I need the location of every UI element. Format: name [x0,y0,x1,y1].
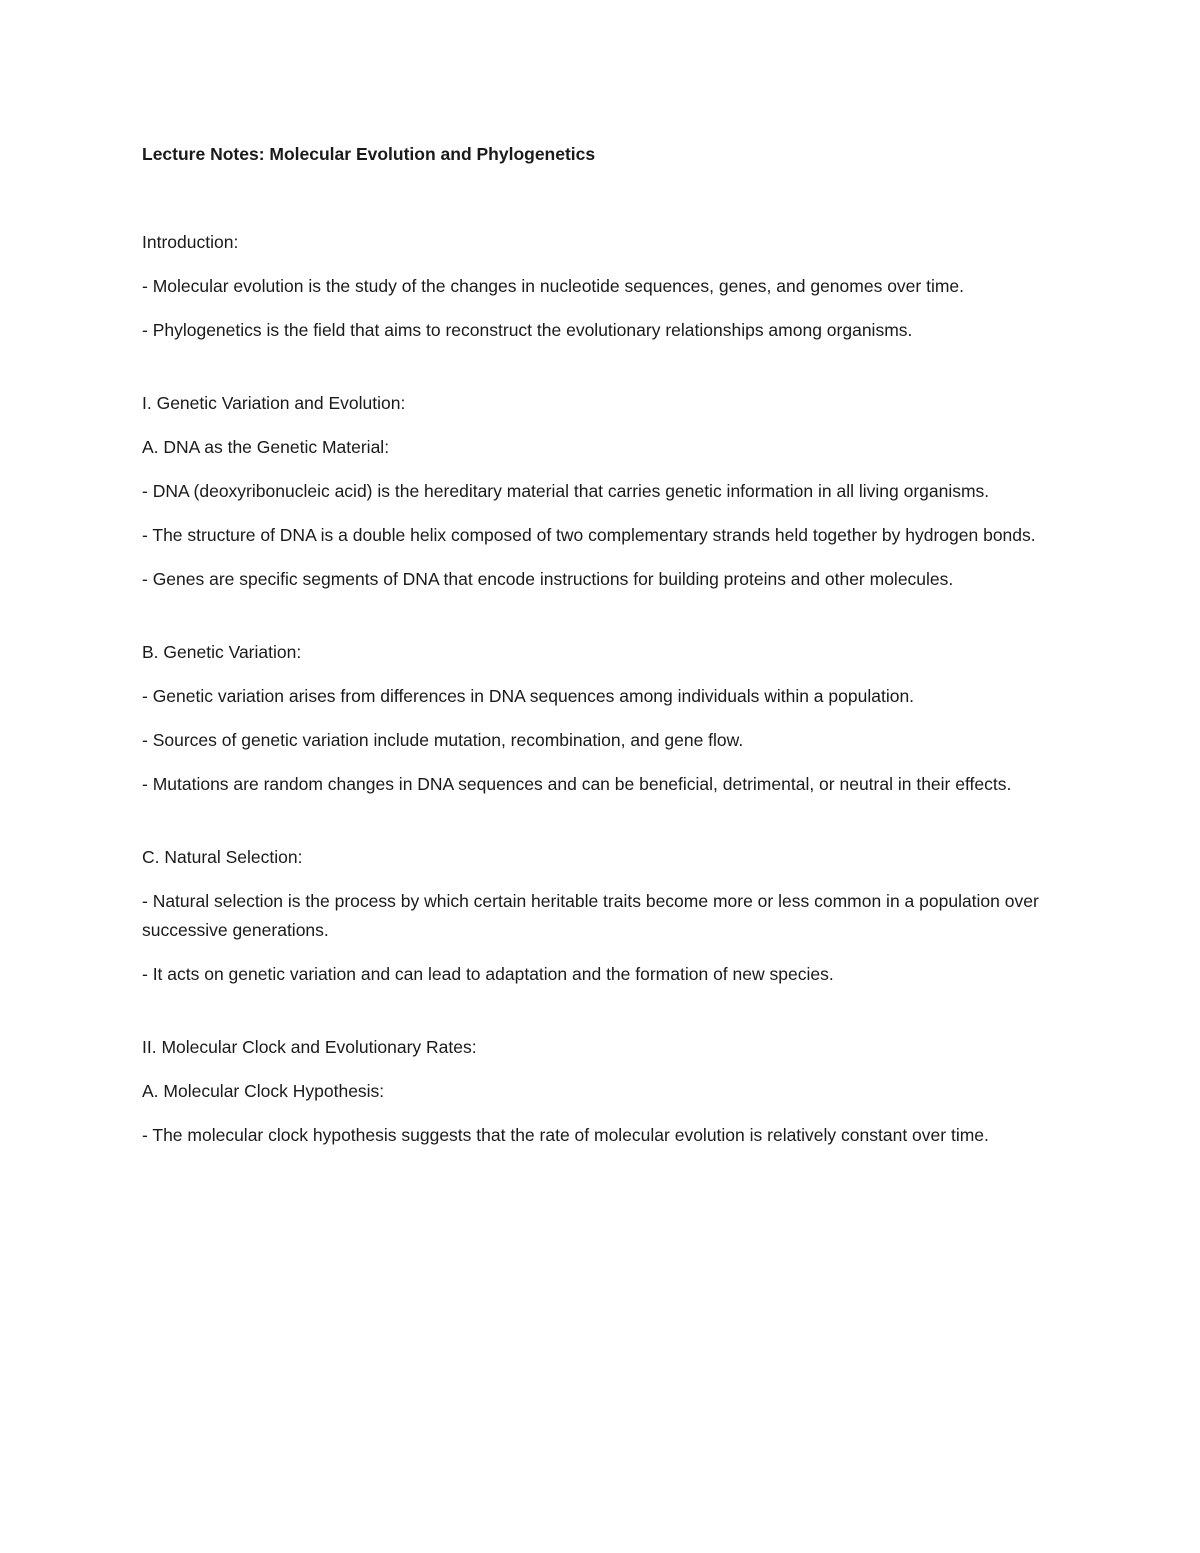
intro-point: - Molecular evolution is the study of the changes in nucleotide sequences, genes, and genomes over time. [142,276,965,296]
section-1c-heading: C. Natural Selection: [142,847,303,867]
section-1a-point: - DNA (deoxyribonucleic acid) is the hereditary material that carries genetic information in all living organisms. [142,481,990,501]
section-1b-point: - Mutations are random changes in DNA sequences and can be beneficial, detrimental, or neutral in their effects. [142,774,1012,794]
section-1a-point: - Genes are specific segments of DNA that encode instructions for building proteins and other molecules. [142,569,954,589]
intro-point: - Phylogenetics is the field that aims to reconstruct the evolutionary relationships among organisms. [142,320,913,340]
section-1c-point: - Natural selection is the process by which certain heritable traits become more or less common in a population over successive generations. [142,891,1039,940]
document-title: Lecture Notes: Molecular Evolution and Phylogenetics [142,144,596,164]
intro-heading: Introduction: [142,232,239,252]
section-1a-point: - The structure of DNA is a double helix composed of two complementary strands held together by hydrogen bonds. [142,525,1036,545]
section-1b-point: - Sources of genetic variation include mutation, recombination, and gene flow. [142,730,744,750]
section-2a-point: - The molecular clock hypothesis suggests that the rate of molecular evolution is relatively constant over time. [142,1125,989,1145]
section-1a-heading: A. DNA as the Genetic Material: [142,437,390,457]
section-2-heading: II. Molecular Clock and Evolutionary Rates: [142,1037,477,1057]
section-1b-point: - Genetic variation arises from differences in DNA sequences among individuals within a population. [142,686,915,706]
section-1-heading: I. Genetic Variation and Evolution: [142,393,406,413]
section-2a-heading: A. Molecular Clock Hypothesis: [142,1081,385,1101]
document-body [142,140,1062,1165]
section-1c-point: - It acts on genetic variation and can lead to adaptation and the formation of new species. [142,964,834,984]
section-1b-heading: B. Genetic Variation: [142,642,302,662]
